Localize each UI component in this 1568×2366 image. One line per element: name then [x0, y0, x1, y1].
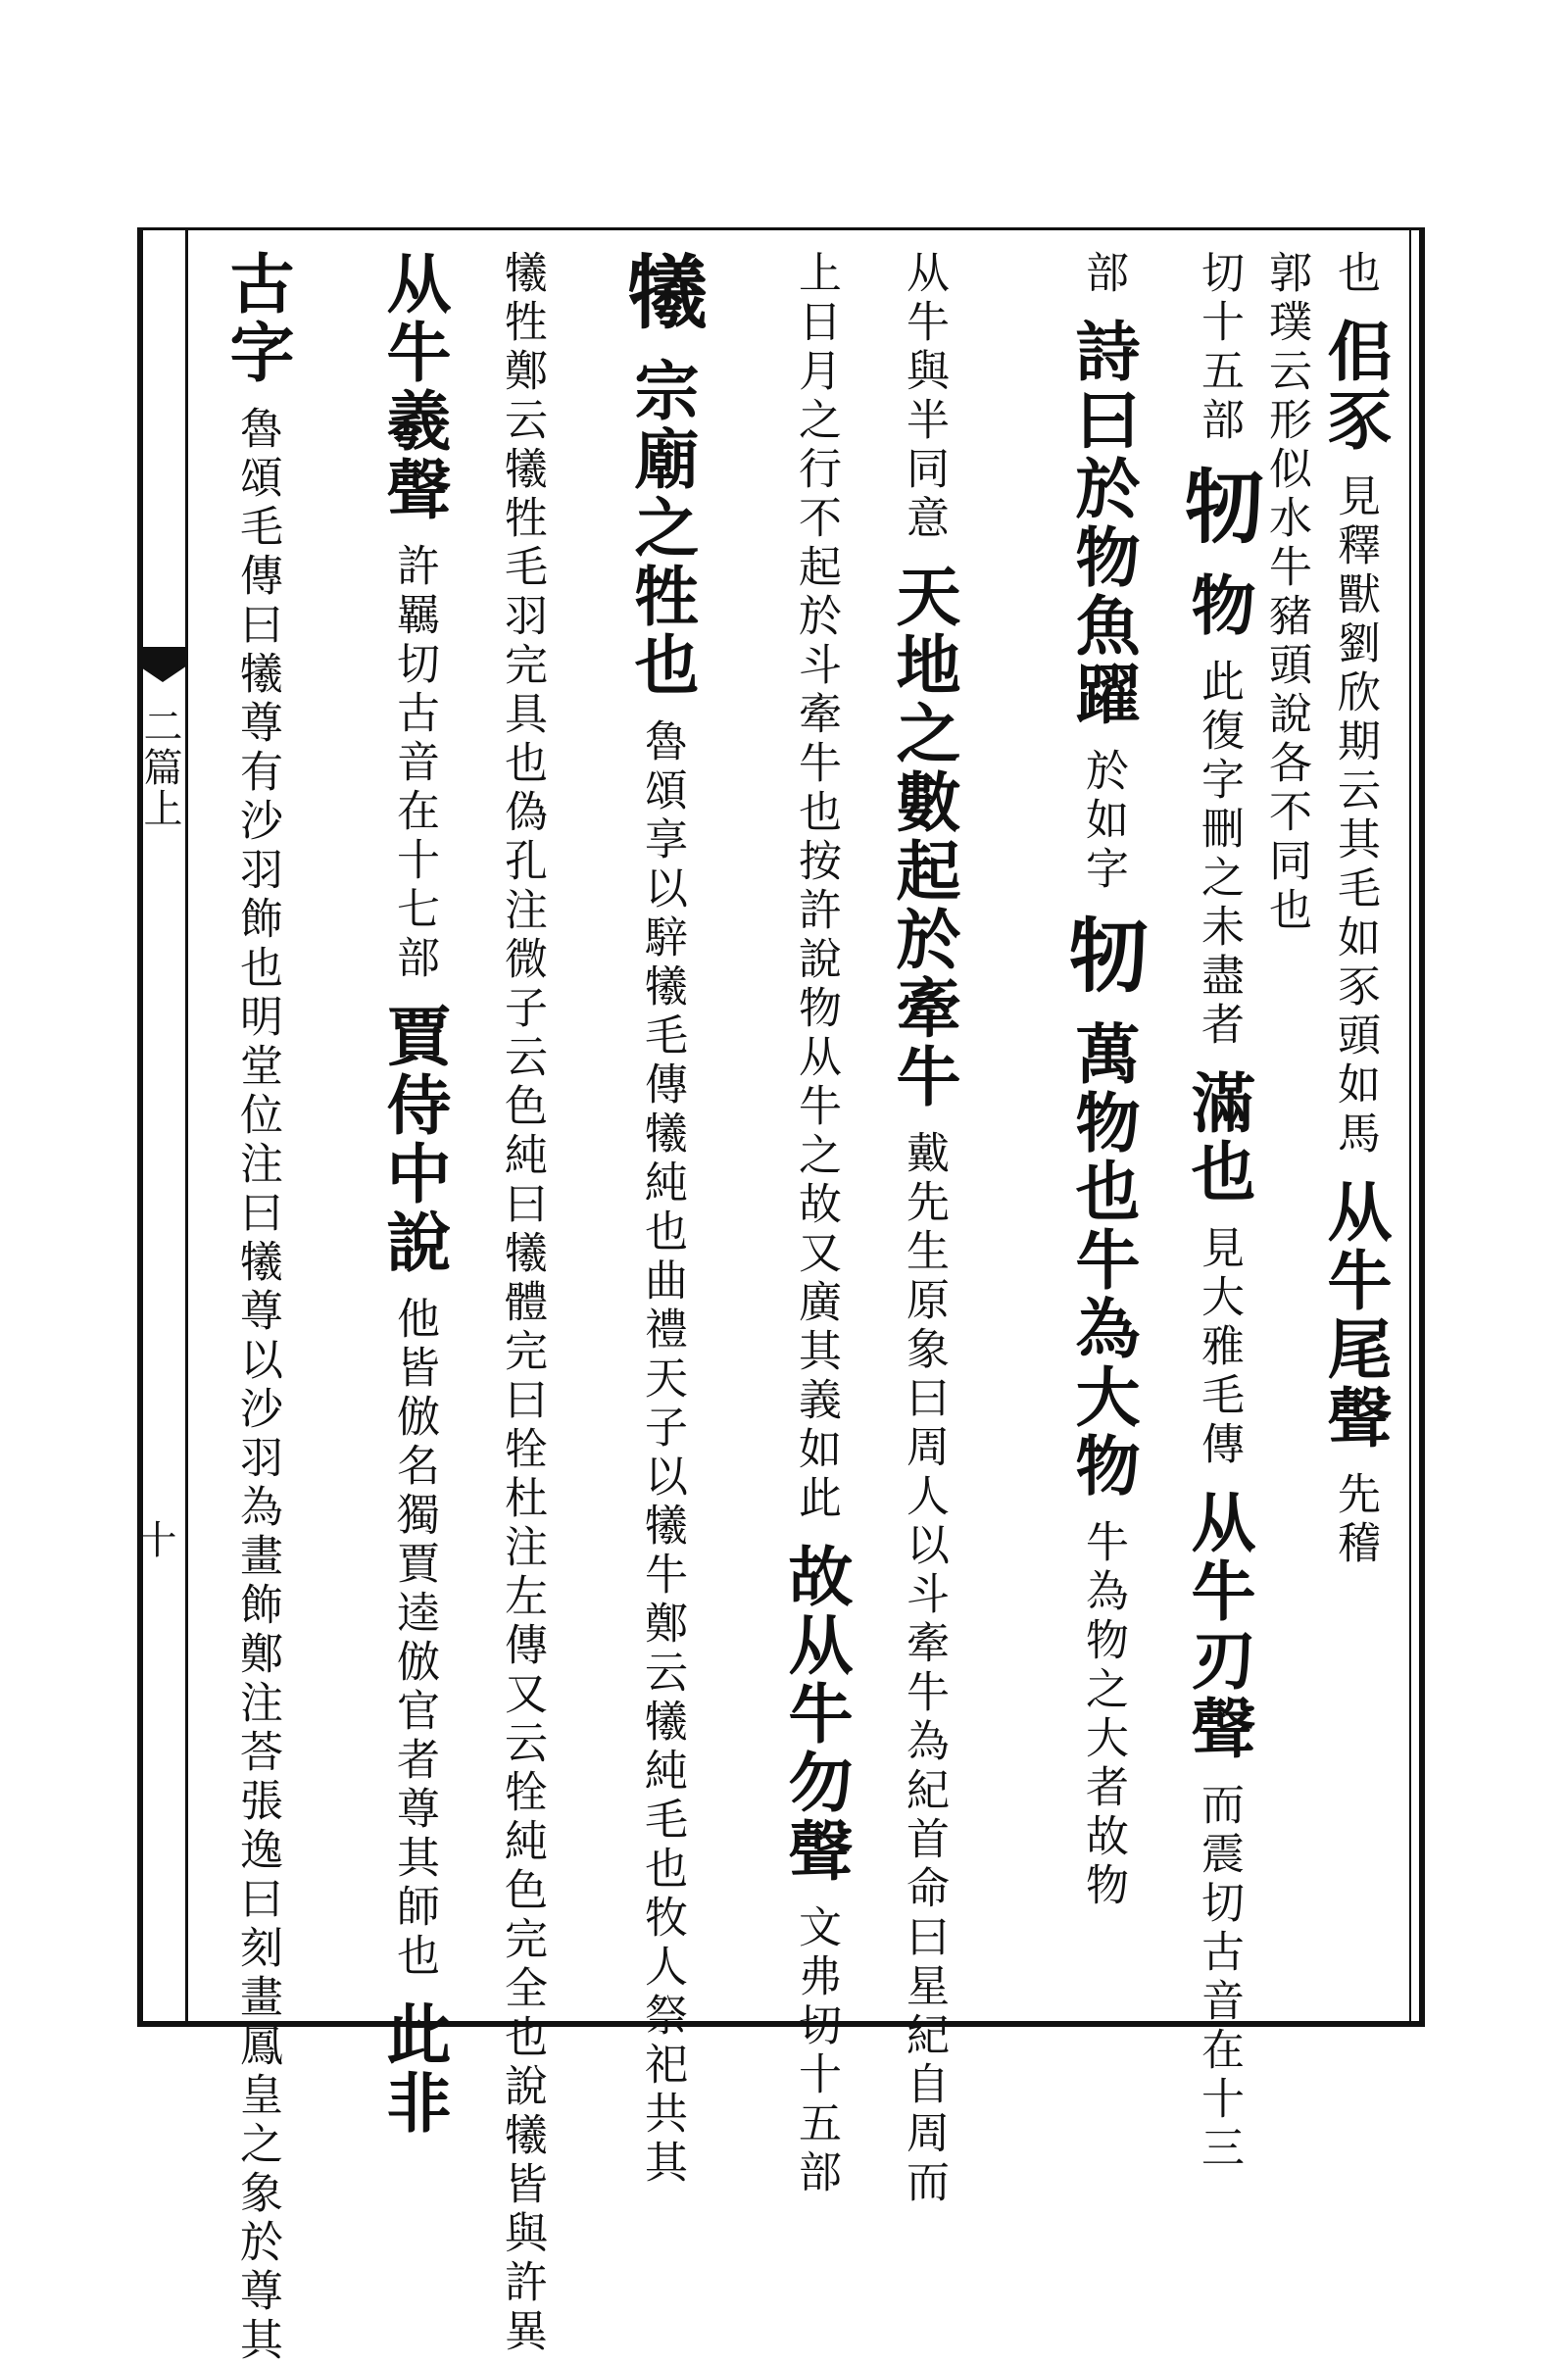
- main-text: 萬物也牛為大物: [1064, 1020, 1141, 1501]
- frame-inner-rule: [1409, 227, 1411, 2027]
- seal-character: 牣: [1171, 465, 1265, 553]
- gloss-text: 先稽: [1330, 1471, 1380, 1569]
- gloss-text: 許羈切古音在十七部: [389, 543, 439, 984]
- main-text: 物: [1180, 571, 1256, 640]
- center-block-label: 二篇上: [137, 706, 182, 829]
- center-block-column: [131, 227, 188, 2027]
- gloss-text: 他皆倣名獨賈逵倣官者尊其師也: [389, 1296, 439, 1982]
- text-column-9: [372, 250, 455, 2138]
- seal-character: 犧: [614, 250, 709, 338]
- text-column-10: [216, 250, 298, 2366]
- seal-character: 牣: [1055, 913, 1150, 1002]
- gloss-text: 牛為物之大者故物: [1078, 1519, 1128, 1911]
- gloss-text: 見大雅毛傳: [1194, 1225, 1244, 1470]
- text-column-2: [1261, 250, 1311, 2004]
- text-column-7: [614, 250, 709, 2189]
- text-column-3: [1171, 250, 1265, 2174]
- text-column-1: [1313, 250, 1396, 2004]
- gloss-text: 此復字刪之未盡者: [1194, 659, 1244, 1051]
- gloss-text: 也: [1330, 250, 1380, 299]
- gloss-text: 文弗切十五部: [791, 1904, 841, 2198]
- gloss-text: 魯頌毛傳曰犧尊有沙羽飾也明堂位注曰犧尊以沙羽為畫飾鄭注荅張逸曰刻畫鳳皇之象於尊其: [232, 406, 282, 2366]
- gloss-text: 切十五部: [1194, 250, 1244, 446]
- gloss-text: 而震切古音在十三: [1194, 1782, 1244, 2174]
- text-column-4: [1055, 250, 1150, 2004]
- gloss-text: 郭璞云形似水牛豬頭說各不同也: [1261, 250, 1311, 936]
- gloss-text: 上日月之行不起於斗牽牛也按許說物从牛之故又廣其義如此: [791, 250, 841, 1524]
- main-text: 詩曰於物魚躍: [1064, 318, 1141, 729]
- gloss-text: 从牛與半同意: [899, 250, 949, 544]
- gloss-text: 部: [1078, 250, 1128, 299]
- main-text: 滿也: [1180, 1069, 1256, 1207]
- main-text: 此非: [375, 2000, 452, 2138]
- main-text: 佀豕: [1316, 318, 1393, 455]
- page-number: 十: [131, 1519, 176, 1558]
- main-text: 宗廟之牲也: [623, 357, 700, 700]
- main-text: 从牛羲聲: [375, 250, 452, 524]
- text-column-6: [774, 250, 857, 2198]
- text-column-5: [882, 250, 964, 2208]
- gloss-text: 犧牲鄭云犧牲毛羽完具也偽孔注微子云色純曰犧體完曰牷杜注左傳又云牷純色完全也說犧皆與許異: [497, 250, 547, 2357]
- main-text: 賈侍中說: [375, 1003, 452, 1277]
- main-text: 从牛尾聲: [1316, 1178, 1393, 1453]
- main-text: 古字: [219, 250, 295, 387]
- gloss-text: 戴先生原象曰周人以斗牽牛為紀首命曰星紀自周而: [899, 1130, 949, 2208]
- main-text: 故从牛勿聲: [777, 1543, 854, 1886]
- gloss-text: 魯頌享以騂犧毛傳犧純也曲禮天子以犧牛鄭云犧純毛也牧人祭祀共其: [637, 718, 687, 2189]
- gloss-text: 見釋獸劉欣期云其毛如豕頭如馬: [1330, 473, 1380, 1159]
- gloss-text: 於如字: [1078, 748, 1128, 895]
- text-column-8: [497, 250, 547, 2357]
- main-text: 天地之數起於牽牛: [885, 563, 961, 1111]
- main-text: 从牛刃聲: [1180, 1489, 1256, 1763]
